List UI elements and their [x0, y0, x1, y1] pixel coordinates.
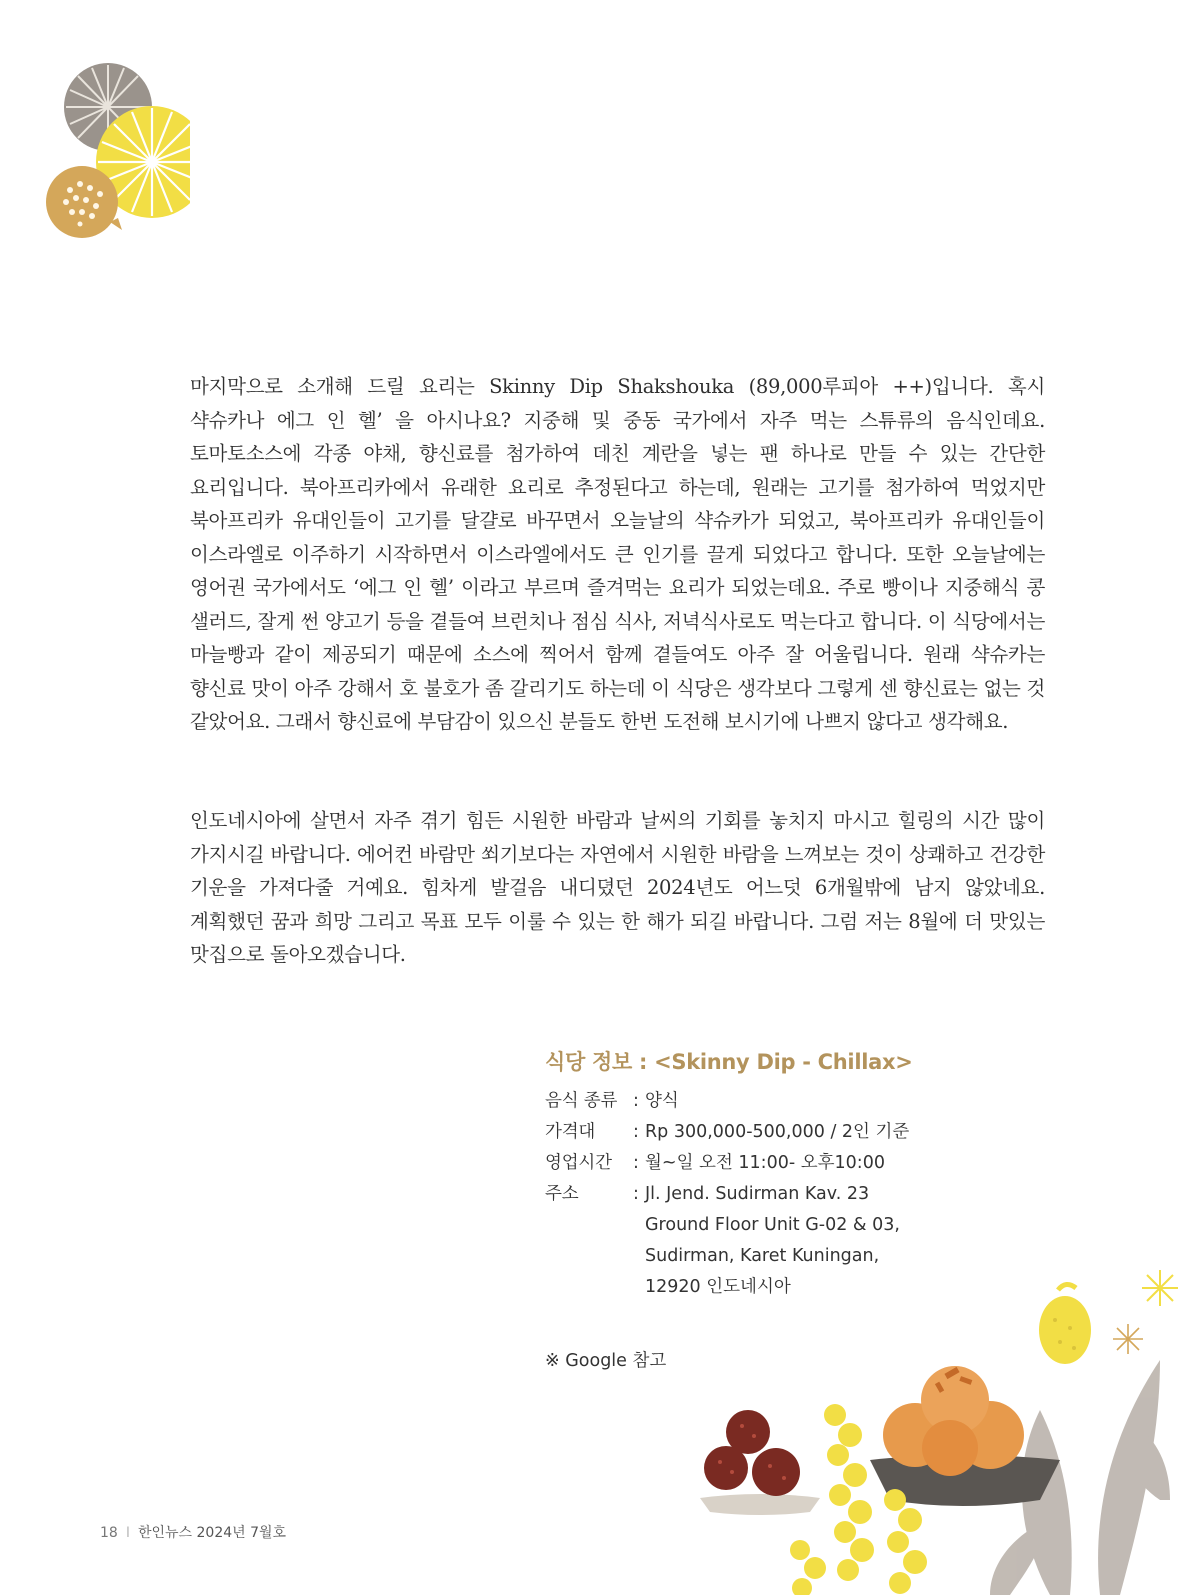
publication-name: 한인뉴스 2024년 7월호: [137, 1525, 287, 1541]
info-label: 음식 종류: [545, 1091, 618, 1111]
article-paragraph-2: 인도네시아에 살면서 자주 겪기 힘든 시원한 바람과 날씨의 기회를 놓치지 마시고 힐링의 시간 많이 가지시길 바랍니다. 에어컨 바람만 쐬기보다는 자연에서 시원한 바람을 느껴보는 것이 상쾌하고 건강한 기운을 가져다줄 거예요. 힘차게 발걸음 내디뎠던 2024년도 어느덧 6개월밖에 남지 않았네요. 계획했던 꿈과 희망 그리고 목표 모두 이룰 수 있는 한 해가 되길 바랍니다. 그럼 저는 8월에 더 맛있는 맛집으로 돌아오겠습니다.: [190, 809, 1045, 966]
info-value: Rp 300,000-500,000 / 2인 기준: [645, 1122, 910, 1142]
restaurant-info-title: 식당 정보 : <Skinny Dip - Chillax>: [545, 1050, 913, 1074]
info-value: 12920 인도네시아: [645, 1277, 791, 1297]
info-value: Ground Floor Unit G-02 & 03,: [645, 1215, 900, 1235]
info-label: 주소: [545, 1184, 579, 1204]
info-colon: :: [633, 1184, 639, 1204]
article-paragraph-1: 마지막으로 소개해 드릴 요리는 Skinny Dip Shakshouka (89,000루피아 ++)입니다. 혹시 샥슈카나 에그 인 헬’ 을 아시나요? 지중해 및 중동 국가에서 자주 먹는 스튜류의 음식인데요. 토마토소스에 각종 야채, 향신료를 첨가하여 데친 계란을 넣는 팬 하나로 만들 수 있는 간단한 요리입니다. 북아프리카에서 유래한 요리로 추정된다고 하는데, 원래는 고기를 첨가하여 먹었지만 북아프리카 유대인들이 고기를 달걀로 바꾸면서 오늘날의 샥슈카가 되었고, 북아프리카 유대인들이 이스라엘로 이주하기 시작하면서 이스라엘에서도 큰 인기를 끌게 되었다고 합니다. 또한 오늘날에는 영어권 국가에서도 ‘에그 인 헬’ 이라고 부르며 즐겨먹는 요리가 되었는데요. 주로 빵이나 지중해식 콩 샐러드, 잘게 썬 양고기 등을 곁들여 브런치나 점심 식사, 저녁식사로도 먹는다고 합니다. 이 식당에서는 마늘빵과 같이 제공되기 때문에 소스에 찍어서 함께 곁들여도 아주 잘 어울립니다. 원래 샥슈카는 향신료 맛이 아주 강해서 호 불호가 좀 갈리기도 하는데 이 식당은 생각보다 그렇게 센 향신료는 없는 것 같았어요. 그래서 향신료에 부담감이 있으신 분들도 한번 도전해 보시기에 나쁘지 않다고 생각해요.: [190, 375, 1045, 733]
info-label: 가격대: [545, 1122, 596, 1142]
info-value: Jl. Jend. Sudirman Kav. 23: [645, 1184, 870, 1204]
sparkle-icon: [1113, 1324, 1143, 1354]
info-row-hours: [545, 1148, 1005, 1179]
info-colon: :: [633, 1153, 639, 1173]
yellow-plum-icon: [1039, 1284, 1091, 1364]
red-bean-balls-icon: [700, 1410, 820, 1515]
info-value: 양식: [645, 1091, 679, 1111]
page-number: 18: [100, 1525, 118, 1541]
info-row-cuisine: [545, 1086, 1005, 1117]
bottom-decoration-illustration: [690, 1250, 1182, 1595]
info-row-price: [545, 1117, 1005, 1148]
info-values: [645, 1086, 679, 1117]
info-colon: :: [633, 1091, 639, 1111]
sparkle-icon: [1142, 1270, 1178, 1306]
info-colon: :: [633, 1122, 639, 1142]
footer-separator: I: [125, 1525, 130, 1541]
info-value: 월~일 오전 11:00- 오후10:00: [645, 1153, 885, 1173]
source-note: ※ Google 참고: [545, 1351, 667, 1371]
info-values: [645, 1117, 909, 1148]
top-decoration-illustration: [40, 62, 190, 242]
info-values: [645, 1148, 885, 1179]
info-label: 영업시간: [545, 1153, 612, 1173]
info-value: Sudirman, Karet Kuningan,: [645, 1246, 880, 1266]
page-footer: [100, 1522, 286, 1542]
